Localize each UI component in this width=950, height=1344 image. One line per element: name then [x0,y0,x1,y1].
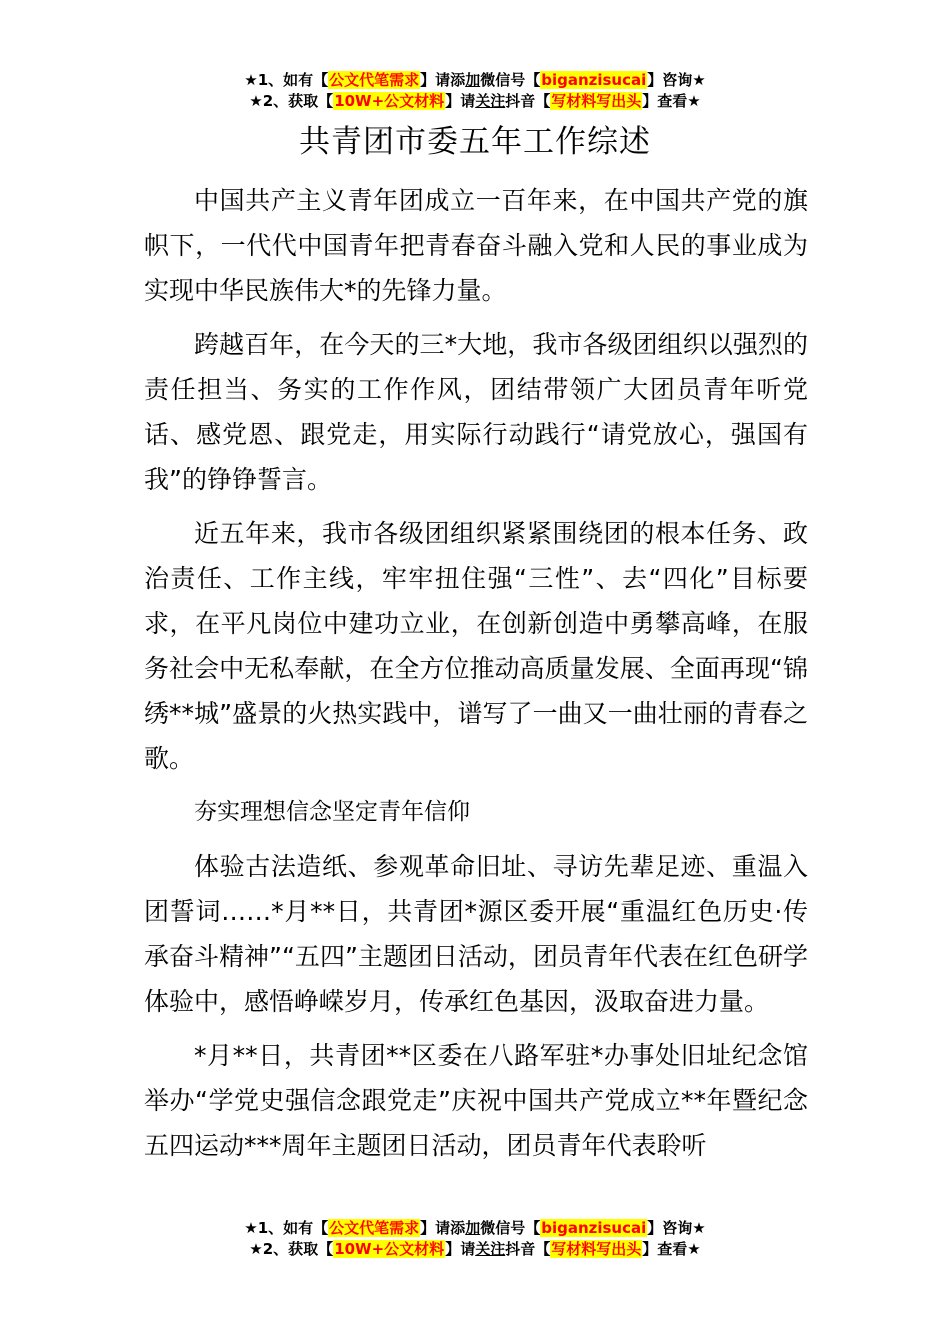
banner-line-1 [0,1218,950,1239]
paragraph: 跨越百年，在今天的三*大地，我市各级团组织以强烈的责任担当、务实的工作作风，团结带领广大团员青年听党话、感党恩、跟党走，用实际行动践行“请党放心，强国有我”的铮铮誓言。 [144,330,808,494]
banner-line-1 [0,70,950,91]
banner-text: ★1、如有【 [244,1219,329,1237]
paragraph: 体验古法造纸、参观革命旧址、寻访先辈足迹、重温入团誓词……*月**日，共青团*源区委开展“重温红色历史·传承奋斗精神”“五四”主题团日活动，团员青年代表在红色研学体验中，感悟峥嵘岁月，传承红色基因，汲取奋进力量。 [144,852,808,1016]
banner-text: 】查看★ [642,92,701,110]
paragraph: 近五年来，我市各级团组织紧紧围绕团的根本任务、政治责任、工作主线，牢牢扭住强“三性”、去“四化”目标要求，在平凡岗位中建功立业，在创新创造中勇攀高峰，在服务社会中无私奉献，在全方位推动高质量发展、全面再现“锦绣**城”盛景的火热实践中，谱写了一曲又一曲壮丽的青春之歌。 [144,519,808,773]
section-heading: 夯实理想信念坚定青年信仰 [194,799,470,825]
banner-text: ★2、获取【 [249,92,334,110]
page-title: 共青团市委五年工作综述 [299,124,651,160]
banner-highlight: 公文代笔需求 [329,71,420,89]
banner-highlight: 公文代笔需求 [329,1219,420,1237]
banner-line-2 [0,1239,950,1260]
banner-highlight: biganzisucai [541,71,647,89]
banner-line-2 [0,91,950,112]
banner-text: 】咨询★ [647,71,706,89]
banner-underlined: 关注 [475,92,506,110]
banner-text: 】请 [445,1240,476,1258]
banner-highlight: 10W+公文材料 [334,92,445,110]
banner-highlight: 写材料写出头 [551,92,642,110]
banner-underlined: 加 [465,71,481,89]
banner-text: 】咨询★ [647,1219,706,1237]
paragraph: *月**日，共青团**区委在八路军驻*办事处旧址纪念馆举办“学党史强信念跟党走”庆祝中国共产党成立**年暨纪念五四运动***周年主题团日活动，团员青年代表聆听 [144,1041,808,1160]
banner-underlined: 加 [465,1219,481,1237]
banner-highlight: biganzisucai [541,1219,647,1237]
banner-highlight: 写材料写出头 [551,1240,642,1258]
banner-text: 】请添 [420,1219,466,1237]
document-body [144,178,808,1177]
banner-highlight: 10W+公文材料 [334,1240,445,1258]
banner-text: ★1、如有【 [244,71,329,89]
banner-text: 】请添 [420,71,466,89]
header-banner [0,70,950,112]
banner-text: 】请 [445,92,476,110]
banner-text: 抖音【 [505,92,551,110]
paragraph: 中国共产主义青年团成立一百年来，在中国共产党的旗帜下，一代代中国青年把青春奋斗融入党和人民的事业成为实现中华民族伟大*的先锋力量。 [144,186,808,305]
banner-text: ★2、获取【 [249,1240,334,1258]
footer-banner [0,1218,950,1260]
banner-text: 微信号【 [480,1219,541,1237]
banner-text: 抖音【 [505,1240,551,1258]
banner-text: 】查看★ [642,1240,701,1258]
banner-text: 微信号【 [480,71,541,89]
banner-underlined: 关注 [475,1240,506,1258]
